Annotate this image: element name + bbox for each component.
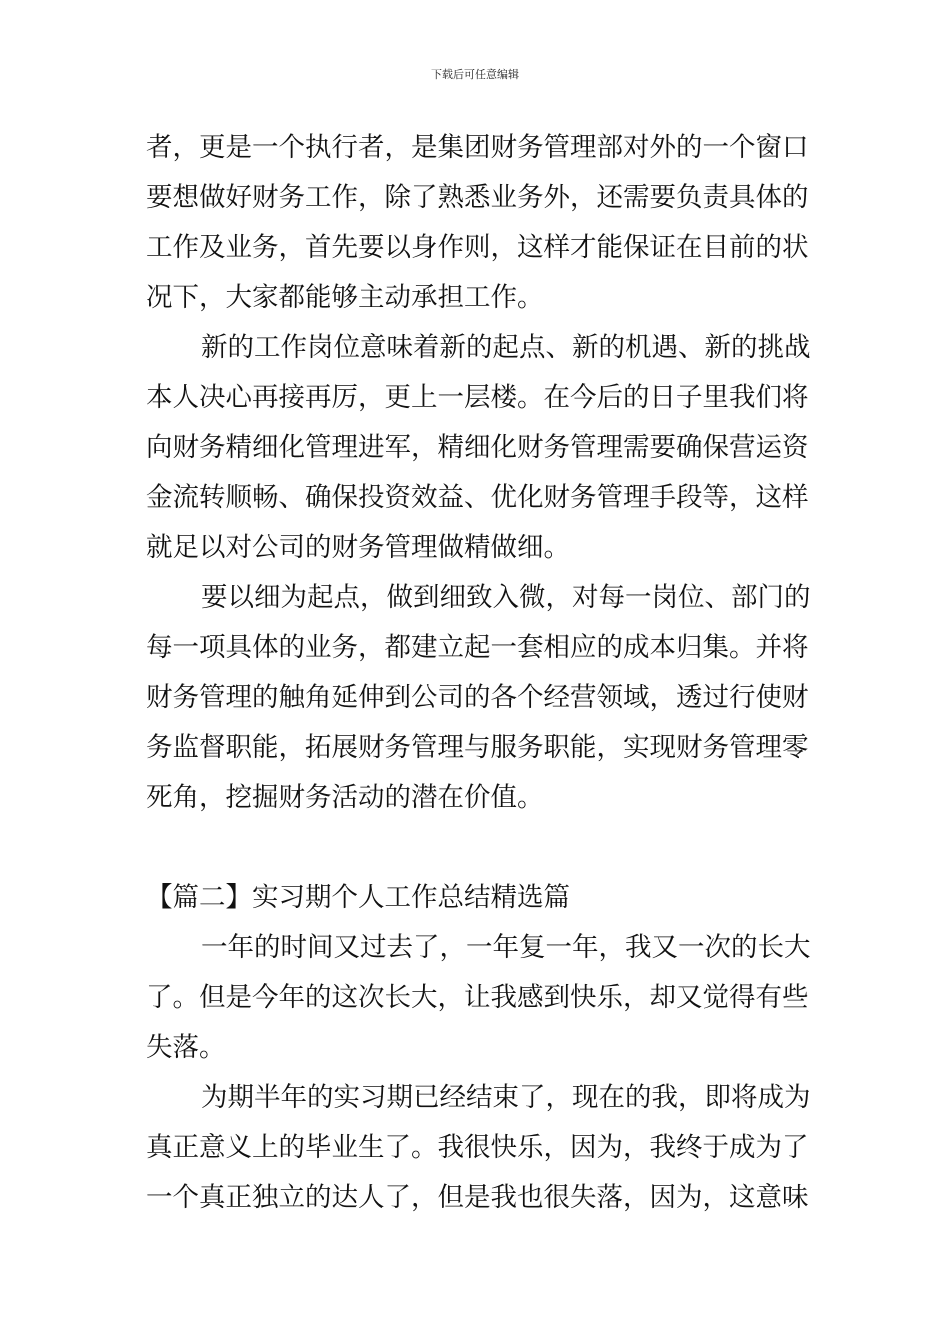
text-line: 死角，挖掘财务活动的潜在价值。 xyxy=(146,782,544,813)
section-heading: 【篇二】实习期个人工作总结精选篇 xyxy=(146,882,570,913)
text-line: 真正意义上的毕业生了。我很快乐，因为，我终于成为了 xyxy=(146,1132,809,1163)
text-line: 要想做好财务工作，除了熟悉业务外，还需要负责具体的 xyxy=(146,182,809,213)
text-line: 向财务精细化管理进军，精细化财务管理需要确保营运资 xyxy=(146,432,809,463)
text-line: 了。但是今年的这次长大，让我感到快乐，却又觉得有些 xyxy=(146,982,809,1013)
text-line: 财务管理的触角延伸到公司的各个经营领域，透过行使财 xyxy=(146,682,809,713)
text-line: 新的工作岗位意味着新的起点、新的机遇、新的挑战 xyxy=(201,332,811,363)
page-header: 下载后可任意编辑 xyxy=(431,68,519,81)
blank-line xyxy=(146,823,808,873)
text-line: 工作及业务，首先要以身作则，这样才能保证在目前的状 xyxy=(146,232,809,263)
text-line: 者，更是一个执行者，是集团财务管理部对外的一个窗口 xyxy=(146,132,809,163)
text-line: 务监督职能，拓展财务管理与服务职能，实现财务管理零 xyxy=(146,732,809,763)
document-body xyxy=(146,123,811,1223)
text-line: 一年的时间又过去了，一年复一年，我又一次的长大 xyxy=(201,932,811,963)
text-line: 要以细为起点，做到细致入微，对每一岗位、部门的 xyxy=(201,582,811,613)
text-line: 一个真正独立的达人了，但是我也很失落，因为，这意味 xyxy=(146,1182,809,1213)
text-line: 为期半年的实习期已经结束了，现在的我，即将成为 xyxy=(201,1082,811,1113)
text-line: 金流转顺畅、确保投资效益、优化财务管理手段等，这样 xyxy=(146,482,809,513)
text-line: 失落。 xyxy=(146,1032,226,1063)
text-line: 本人决心再接再厉，更上一层楼。在今后的日子里我们将 xyxy=(146,382,809,413)
text-line: 每一项具体的业务，都建立起一套相应的成本归集。并将 xyxy=(146,632,809,663)
text-line: 况下，大家都能够主动承担工作。 xyxy=(146,282,544,313)
text-line: 就足以对公司的财务管理做精做细。 xyxy=(146,532,570,563)
